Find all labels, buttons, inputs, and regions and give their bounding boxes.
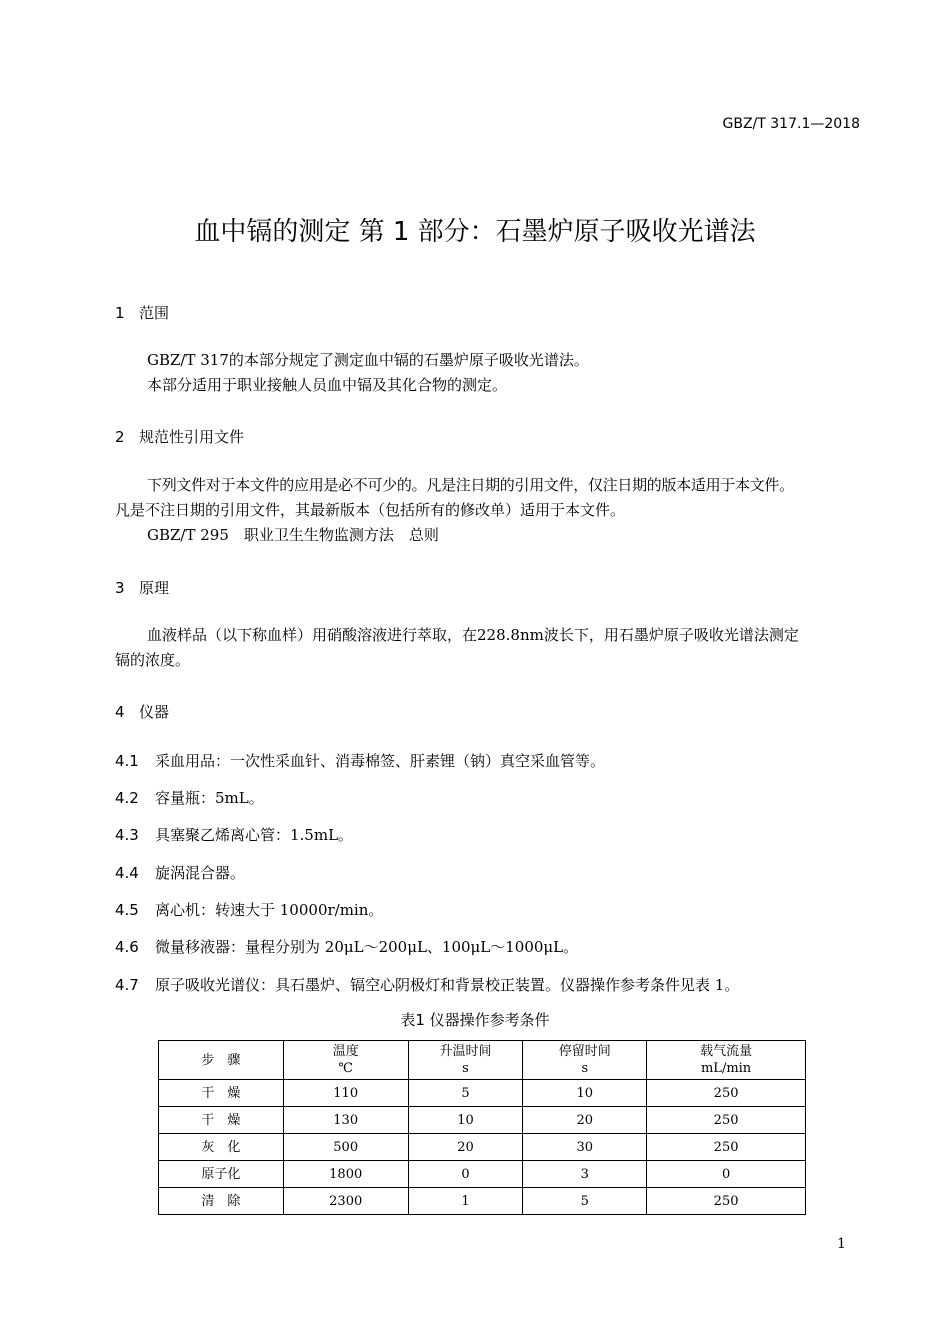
table-cell: 130 xyxy=(283,1107,408,1134)
table-cell: 110 xyxy=(283,1080,408,1107)
clause-number: 4.2 xyxy=(115,789,139,807)
references-paragraph-line-2: 凡是不注日期的引用文件，其最新版本（包括所有的修改单）适用于本文件。 xyxy=(115,501,626,519)
table-cell: 20 xyxy=(408,1134,523,1161)
clause-number: 4.6 xyxy=(115,938,139,956)
section-title: 原理 xyxy=(139,579,170,597)
clause-text: 微量移液器：量程分别为 20μL～200μL、100μL～1000μL。 xyxy=(155,938,579,956)
clause-4-5 xyxy=(115,899,383,920)
instrument-conditions-table xyxy=(158,1040,806,1215)
table-cell: 30 xyxy=(523,1134,647,1161)
table-cell: 干 燥 xyxy=(159,1107,284,1134)
page-number: 1 xyxy=(837,1236,846,1252)
column-header-ramp-time: 升温时间 s xyxy=(408,1041,523,1080)
table-cell: 1800 xyxy=(283,1161,408,1188)
document-title: 血中镉的测定 第 1 部分：石墨炉原子吸收光谱法 xyxy=(194,217,756,247)
clause-4-3 xyxy=(115,824,353,845)
table-row xyxy=(159,1080,806,1107)
column-header-temperature: 温度 ℃ xyxy=(283,1041,408,1080)
clause-number: 4.7 xyxy=(115,976,139,994)
clause-text: 采血用品：一次性采血针、消毒棉签、肝素锂（钠）真空采血管等。 xyxy=(155,752,606,770)
table-cell: 3 xyxy=(523,1161,647,1188)
table-cell: 250 xyxy=(647,1107,806,1134)
reference-gbz-295: GBZ/T 295 职业卫生生物监测方法 总则 xyxy=(147,526,439,544)
scope-paragraph-2: 本部分适用于职业接触人员血中镉及其化合物的测定。 xyxy=(147,376,508,394)
clause-4-4 xyxy=(115,862,245,883)
table-caption: 表1 仪器操作参考条件 xyxy=(400,1011,550,1029)
section-heading-principle xyxy=(115,577,169,598)
clause-text: 原子吸收光谱仪：具石墨炉、镉空心阴极灯和背景校正装置。仪器操作参考条件见表 1。 xyxy=(155,976,740,994)
column-header-gas-flow: 载气流量 mL/min xyxy=(647,1041,806,1080)
scope-paragraph-1: GBZ/T 317的本部分规定了测定血中镉的石墨炉原子吸收光谱法。 xyxy=(147,351,589,369)
clause-text: 容量瓶：5mL。 xyxy=(155,789,264,807)
table-cell: 清 除 xyxy=(159,1188,284,1215)
table-cell: 250 xyxy=(647,1188,806,1215)
section-number: 1 xyxy=(115,304,125,322)
standard-code: GBZ/T 317.1—2018 xyxy=(722,116,860,132)
section-number: 3 xyxy=(115,579,125,597)
table-cell: 10 xyxy=(523,1080,647,1107)
column-header-step: 步 骤 xyxy=(159,1041,284,1080)
table-cell: 灰 化 xyxy=(159,1134,284,1161)
clause-4-1 xyxy=(115,750,605,771)
table-cell: 0 xyxy=(408,1161,523,1188)
table-row xyxy=(159,1134,806,1161)
table-cell: 5 xyxy=(523,1188,647,1215)
table-cell: 500 xyxy=(283,1134,408,1161)
clause-number: 4.5 xyxy=(115,901,139,919)
clause-text: 离心机：转速大于 10000r/min。 xyxy=(155,901,384,919)
clause-text: 旋涡混合器。 xyxy=(155,864,246,882)
clause-4-6 xyxy=(115,936,578,957)
table-row xyxy=(159,1188,806,1215)
table-cell: 0 xyxy=(647,1161,806,1188)
table-header-row xyxy=(159,1041,806,1080)
section-title: 仪器 xyxy=(139,703,170,721)
section-title: 规范性引用文件 xyxy=(139,428,245,446)
table-cell: 250 xyxy=(647,1080,806,1107)
table-cell: 10 xyxy=(408,1107,523,1134)
principle-paragraph-line-2: 镉的浓度。 xyxy=(115,651,191,669)
clause-4-7 xyxy=(115,974,739,995)
table-cell: 2300 xyxy=(283,1188,408,1215)
section-heading-scope xyxy=(115,302,169,323)
section-number: 4 xyxy=(115,703,125,721)
table-cell: 原子化 xyxy=(159,1161,284,1188)
section-heading-apparatus xyxy=(115,701,169,722)
clause-number: 4.4 xyxy=(115,864,139,882)
clause-4-2 xyxy=(115,787,264,808)
table-row xyxy=(159,1107,806,1134)
section-heading-normative-references xyxy=(115,426,244,447)
clause-text: 具塞聚乙烯离心管：1.5mL。 xyxy=(155,826,354,844)
section-number: 2 xyxy=(115,428,125,446)
clause-number: 4.1 xyxy=(115,752,139,770)
table-cell: 5 xyxy=(408,1080,523,1107)
table-cell: 1 xyxy=(408,1188,523,1215)
references-paragraph-line-1: 下列文件对于本文件的应用是必不可少的。凡是注日期的引用文件，仅注日期的版本适用于本文件。 xyxy=(147,476,794,494)
table-row xyxy=(159,1161,806,1188)
principle-paragraph-line-1: 血液样品（以下称血样）用硝酸溶液进行萃取，在228.8nm波长下，用石墨炉原子吸收光谱法测定 xyxy=(147,626,799,644)
clause-number: 4.3 xyxy=(115,826,139,844)
section-title: 范围 xyxy=(139,304,170,322)
column-header-hold-time: 停留时间 s xyxy=(523,1041,647,1080)
table-cell: 干 燥 xyxy=(159,1080,284,1107)
table-cell: 20 xyxy=(523,1107,647,1134)
table-cell: 250 xyxy=(647,1134,806,1161)
